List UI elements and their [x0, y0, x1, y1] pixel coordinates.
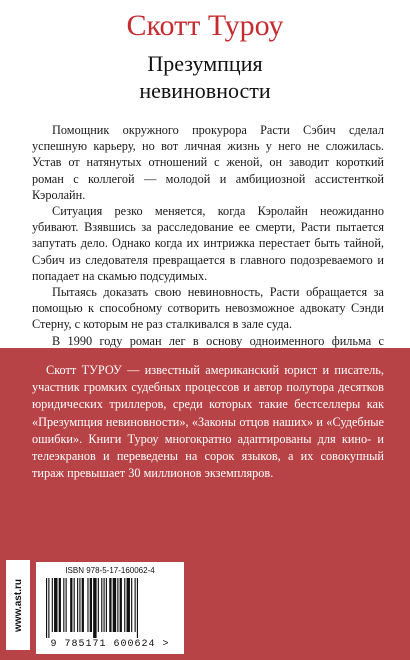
- barcode-bar: [74, 578, 75, 632]
- barcode-bar: [54, 578, 57, 632]
- barcode-bar: [104, 578, 105, 632]
- barcode-bar: [137, 578, 138, 638]
- barcode-bar: [77, 578, 78, 632]
- publisher-url-text: www.ast.ru: [12, 578, 24, 632]
- barcode-bar: [109, 578, 111, 632]
- book-title-line-1: Презумпция: [147, 51, 263, 76]
- synopsis-paragraph: Ситуация резко меняется, когда Кэролайн неожиданно убивают. Взявшись за расследование ее смерти, Расти пытается запутать дело. Однако когда их интрижка перестает быть тайной, Сэбич из следователя превращается в главного подозреваемого и попадает на скамью подсудимых.: [32, 204, 384, 283]
- barcode-bar: [48, 578, 49, 638]
- barcode-bar: [101, 578, 102, 632]
- barcode-block: [36, 562, 184, 654]
- barcode-bar: [106, 578, 107, 632]
- barcode-graphic: [44, 578, 176, 638]
- barcode-bar: [131, 578, 132, 632]
- barcode-bar: [124, 578, 125, 632]
- barcode-bar: [90, 578, 92, 632]
- barcode-bar: [127, 578, 130, 632]
- barcode-bar: [120, 578, 122, 632]
- barcode-bar: [63, 578, 64, 632]
- barcode-bar: [98, 578, 99, 632]
- author-name: Скотт Туроу: [126, 9, 284, 42]
- barcode-digits: 9 785171 600624 >: [50, 639, 170, 650]
- isbn-label: ISBN 978-5-17-160062-4: [65, 566, 155, 575]
- barcode-bar: [52, 578, 53, 632]
- synopsis-paragraph: Пытаясь доказать свою невиновность, Расти обращается за помощью к способному сотворить невозможное адвокату Сэнди Стерну, с которым не раз сталкивался в зале суда.: [32, 285, 384, 332]
- barcode-bar: [70, 578, 72, 632]
- book-title: [0, 50, 410, 104]
- barcode-bar: [79, 578, 80, 632]
- synopsis: [32, 122, 384, 365]
- barcode-bar: [135, 578, 136, 632]
- barcode-bar: [82, 578, 84, 632]
- barcode-bar: [66, 578, 67, 632]
- barcode-bar: [93, 578, 96, 638]
- barcode-bar: [117, 578, 118, 632]
- book-title-line-2: невиновности: [139, 78, 271, 103]
- author-bio: Скотт ТУРОУ — известный американский юрист и писатель, участник громких судебных процессов и автор полутора десятков юридических триллеров, среди которых такие бестселлеры как «Презумпция невиновности», «Законы отцов наших» и «Судебные ошибки». Книги Туроу многократно адаптированы для кино- и телеэкранов и переведены на сорок языков, а их совокупный тираж превышает 30 миллионов экземпляров.: [32, 363, 384, 481]
- barcode-bar: [46, 578, 47, 638]
- barcode-bar: [59, 578, 61, 632]
- synopsis-paragraph: В 1990 году роман лег в основу одноименного фильма с: [52, 333, 384, 348]
- barcode-bar: [87, 578, 88, 632]
- barcode-bar: [113, 578, 116, 632]
- synopsis-paragraph: Помощник окружного прокурора Расти Сэбич сделал успешную карьеру, но вот личная жизнь у него не сложилась. Устав от натянутых отношений с женой, он заводит короткий роман с коллегой — молодой и амбициозной ассистенткой Кэролайн.: [32, 123, 384, 202]
- barcode: [44, 578, 176, 638]
- publisher-url: [6, 560, 30, 650]
